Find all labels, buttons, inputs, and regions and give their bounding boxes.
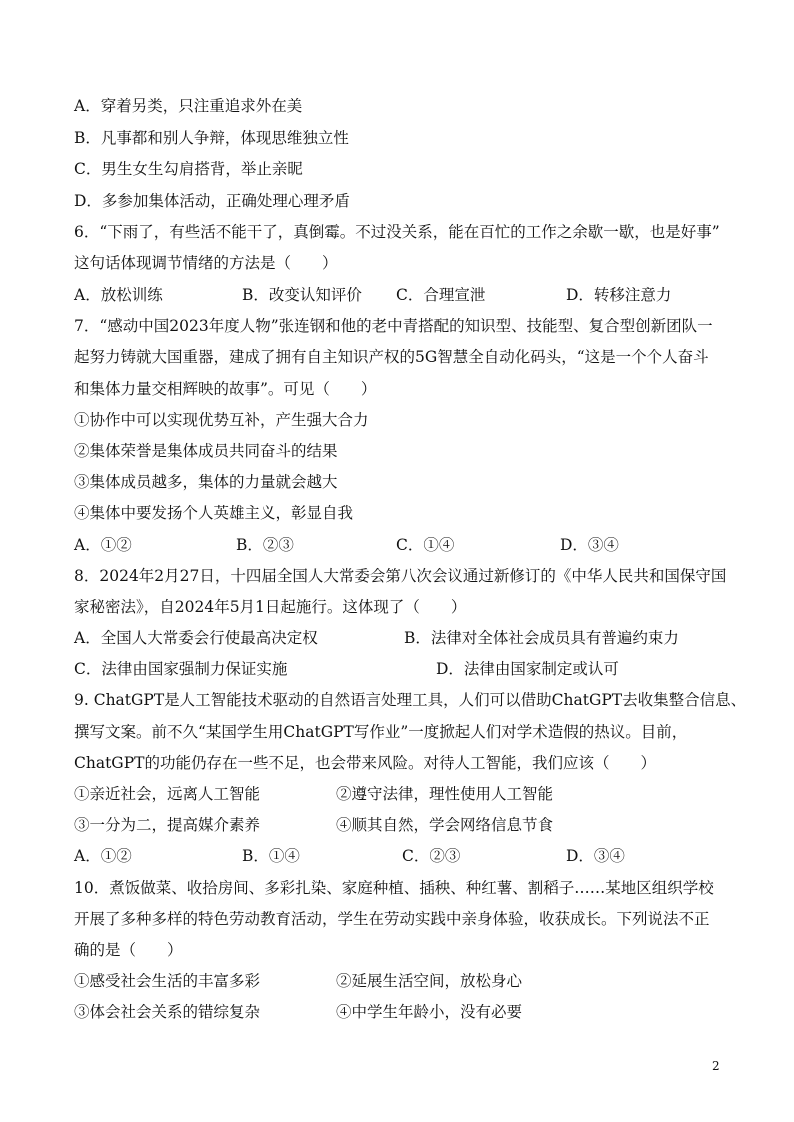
q10-stem-line2: 开展了多种多样的特色劳动教育活动，学生在劳动实践中亲身体验，收获成长。下列说法不正	[74, 910, 710, 928]
q9-statement-4: ④顺其自然，学会网络信息节食	[336, 816, 554, 834]
q6-option-a: A．放松训练	[74, 286, 163, 304]
q9-option-d: D．③④	[566, 847, 625, 865]
q6-option-b: B．改变认知评价	[242, 286, 362, 304]
q7-statement-3: ③集体成员越多，集体的力量就会越大	[74, 473, 338, 491]
q8-stem-line1: 8．2024年2月27日，十四届全国人大常委会第八次会议通过新修订的《中华人民共和国保守国	[74, 567, 727, 585]
q8-stem-line2: 家秘密法》，自2024年5月1日起施行。这体现了（ ）	[74, 598, 467, 616]
q9-statement-1: ①亲近社会，远离人工智能	[74, 785, 261, 803]
q7-statement-2: ②集体荣誉是集体成员共同奋斗的结果	[74, 442, 338, 460]
q7-option-a: A．①②	[74, 536, 132, 554]
q6-option-c: C．合理宣泄	[396, 286, 486, 304]
q8-option-d: D．法律由国家制定或认可	[436, 660, 619, 678]
q8-option-c: C．法律由国家强制力保证实施	[74, 660, 288, 678]
q8-option-a: A．全国人大常委会行使最高决定权	[74, 629, 318, 647]
q6-stem-line1: 6．“下雨了，有些活不能干了，真倒霉。不过没关系，能在百忙的工作之余歇一歇，也是好事”	[74, 223, 720, 241]
q5-option-b: B．凡事都和别人争辩，体现思维独立性	[74, 129, 349, 147]
q10-statement-3: ③体会社会关系的错综复杂	[74, 1003, 261, 1021]
q6-stem-line2: 这句话体现调节情绪的方法是（ ）	[74, 254, 338, 272]
q9-statement-2: ②遵守法律，理性使用人工智能	[336, 785, 554, 803]
q5-option-d: D．多参加集体活动，正确处理心理矛盾	[74, 192, 350, 210]
q10-stem-line3: 确的是（ ）	[74, 941, 183, 959]
q5-option-c: C．男生女生勾肩搭背，举止亲昵	[74, 160, 303, 178]
q10-statement-2: ②延展生活空间，放松身心	[336, 972, 523, 990]
page-number: 2	[712, 1059, 720, 1073]
q10-stem-line1: 10．煮饭做菜、收拾房间、多彩扎染、家庭种植、插秧、种红薯、割稻子……某地区组织学校	[74, 879, 714, 897]
q7-statement-1: ①协作中可以实现优势互补，产生强大合力	[74, 411, 369, 429]
q7-stem-line2: 起努力铸就大国重器，建成了拥有自主知识产权的5G智慧全自动化码头，“这是一个个人奋斗	[74, 348, 709, 366]
q5-option-a: A．穿着另类，只注重追求外在美	[74, 97, 303, 115]
q8-option-b: B．法律对全体社会成员具有普遍约束力	[404, 629, 679, 647]
q7-option-d: D．③④	[560, 536, 619, 554]
q10-statement-4: ④中学生年龄小，没有必要	[336, 1003, 523, 1021]
q6-option-d: D．转移注意力	[566, 286, 672, 304]
q7-statement-4: ④集体中要发扬个人英雄主义，彰显自我	[74, 504, 354, 522]
q7-option-c: C．①④	[396, 536, 455, 554]
q9-option-a: A．①②	[74, 847, 132, 865]
q9-statement-3: ③一分为二，提高媒介素养	[74, 816, 261, 834]
q9-stem-line3: ChatGPT的功能仍存在一些不足，也会带来风险。对待人工智能，我们应该（ ）	[74, 754, 656, 772]
q9-option-c: C．②③	[402, 847, 461, 865]
q7-option-b: B．②③	[236, 536, 294, 554]
q9-option-b: B．①④	[242, 847, 300, 865]
q7-stem-line3: 和集体力量交相辉映的故事”。可见（ ）	[74, 380, 377, 398]
q9-stem-line2: 撰写文案。前不久“某国学生用ChatGPT写作业”一度掀起人们对学术造假的热议。目前，	[74, 723, 688, 741]
q10-statement-1: ①感受社会生活的丰富多彩	[74, 972, 261, 990]
q7-stem-line1: 7．“感动中国2023年度人物”张连钢和他的老中青搭配的知识型、技能型、复合型创新团队一	[74, 317, 713, 335]
q9-stem-line1: 9. ChatGPT是人工智能技术驱动的自然语言处理工具，人们可以借助ChatGPT去收集整合信息、	[74, 691, 747, 709]
